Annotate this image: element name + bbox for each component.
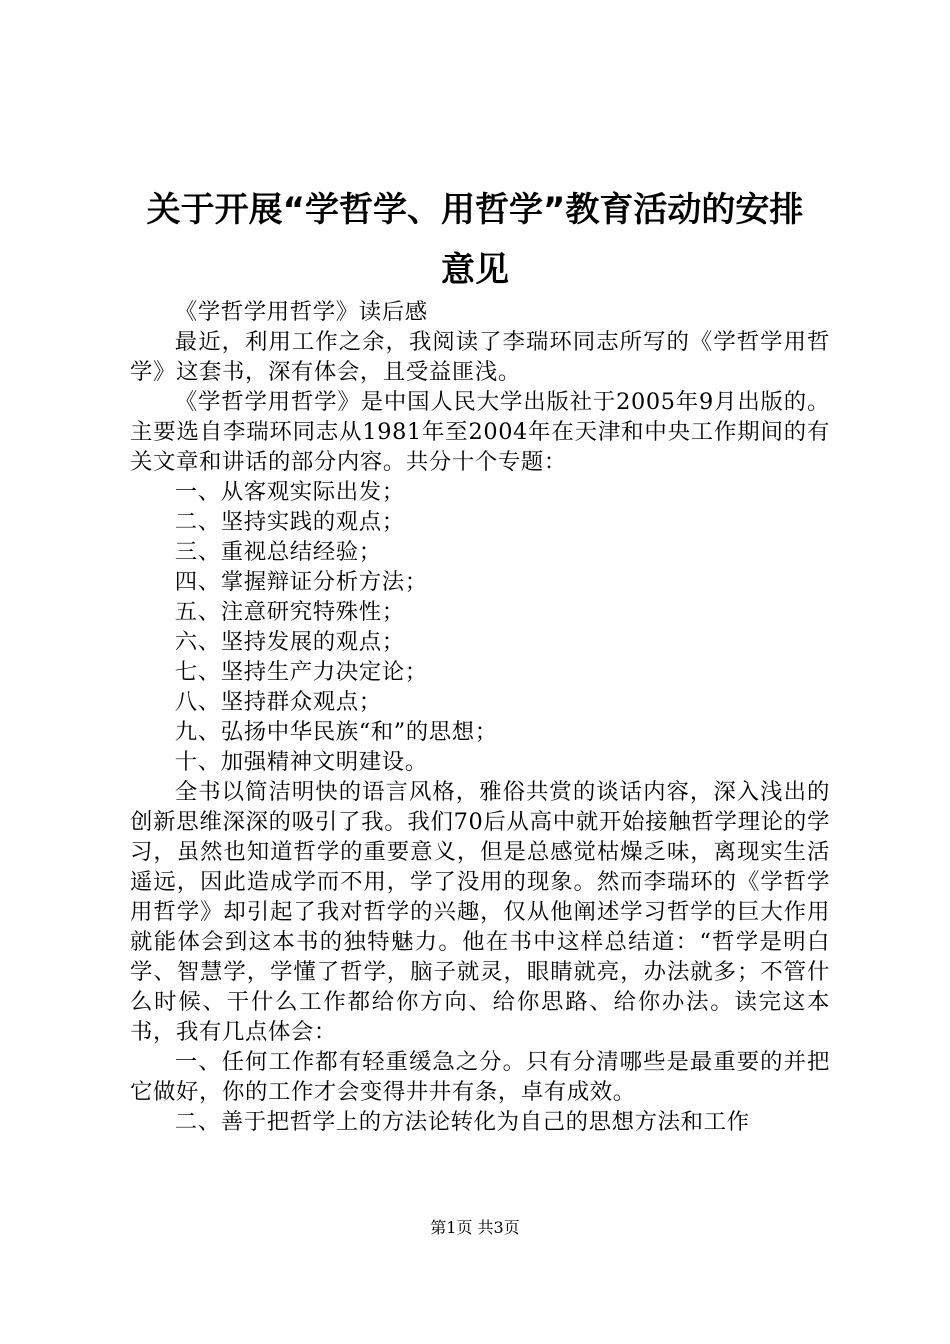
document-title-line-2: 意见 [441, 250, 509, 290]
list-item: 八、坚持群众观点； [174, 689, 382, 715]
paragraph-subtitle: 《学哲学用哲学》读后感 [174, 299, 428, 325]
document-title-line-1: 关于开展“学哲学、用哲学”教育活动的安排 [146, 190, 804, 230]
paragraph: 全书以简洁明快的语言风格，雅俗共赏的谈话内容，深入浅出的创新思维深深的吸引了我。我们70后从高中就开始接触哲学理论的学习，虽然也知道哲学的重要意义，但是总感觉枯燥乏味，离现实生活遥远，因此造成学而不用，学了没用的现象。然而李瑞环的《学哲学用哲学》却引起了我对哲学的兴趣，仅从他阐述学习哲学的巨大作用就能体会到这本书的独特魅力。他在书中这样总结道：“哲学是明白学、智慧学，学懂了哲学，脑子就灵，眼睛就亮，办法就多；不管什么时候、干什么工作都给你方向、给你思路、给你办法。读完这本书，我有几点体会： [130, 779, 830, 1045]
document-body [130, 297, 830, 1137]
list-item: 五、注意研究特殊性； [174, 599, 405, 625]
list-item: 十、加强精神文明建设。 [174, 749, 428, 775]
list-item: 三、重视总结经验； [174, 539, 382, 565]
list-item: 一、从客观实际出发； [174, 479, 405, 505]
page-footer: 第1页 共3页 [430, 1218, 520, 1237]
list-item: 七、坚持生产力决定论； [174, 659, 428, 685]
list-item: 六、坚持发展的观点； [174, 629, 405, 655]
paragraph: 一、任何工作都有轻重缓急之分。只有分清哪些是最重要的并把它做好，你的工作才会变得井井有条，卓有成效。 [130, 1049, 830, 1105]
paragraph: 最近，利用工作之余，我阅读了李瑞环同志所写的《学哲学用哲学》这套书，深有体会，且受益匪浅。 [130, 329, 830, 385]
list-item: 二、坚持实践的观点； [174, 509, 405, 535]
paragraph: 《学哲学用哲学》是中国人民大学出版社于2005年9月出版的。主要选自李瑞环同志从1981年至2004年在天津和中央工作期间的有关文章和讲话的部分内容。共分十个专题： [130, 389, 830, 475]
list-item: 四、掌握辩证分析方法； [174, 569, 428, 595]
paragraph: 二、善于把哲学上的方法论转化为自己的思想方法和工作 [174, 1109, 750, 1135]
list-item: 九、弘扬中华民族“和”的思想； [174, 719, 498, 745]
